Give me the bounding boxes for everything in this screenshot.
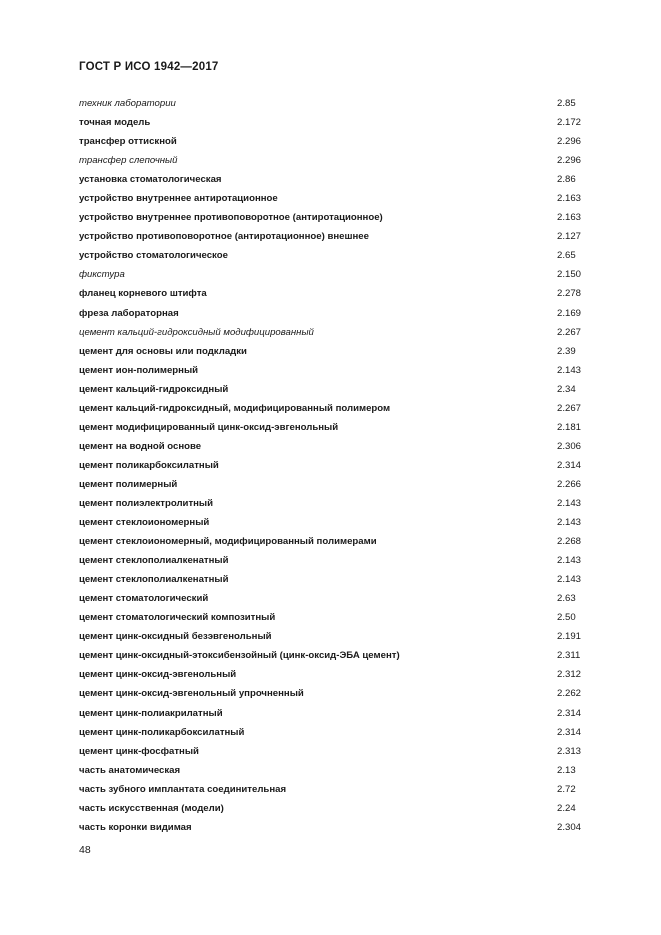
index-entry-ref: 2.311 <box>557 650 581 662</box>
index-entry-term: цемент цинк-оксид-эвгенольный упрочненный <box>79 688 304 700</box>
index-entry-ref: 2.312 <box>557 669 582 681</box>
index-entry-term: часть зубного имплантата соединительная <box>79 783 287 795</box>
index-entry-term: цемент для основы или подкладки <box>79 345 247 357</box>
index-entry-row <box>79 665 599 684</box>
index-entry-row <box>79 723 599 742</box>
index-entry-term: цемент кальций-гидроксидный <box>79 383 229 395</box>
index-entry-term: цемент цинк-оксид-эвгенольный <box>79 669 237 681</box>
index-entry-ref: 2.50 <box>557 612 576 624</box>
index-entry-ref: 2.143 <box>557 555 582 567</box>
index-entry-ref: 2.143 <box>557 517 582 529</box>
index-entry-ref: 2.143 <box>557 574 582 586</box>
index-entry-row <box>79 570 599 589</box>
index-entry-ref: 2.262 <box>557 688 582 700</box>
index-entry-ref: 2.278 <box>557 288 582 300</box>
index-entry-ref: 2.72 <box>557 783 576 795</box>
index-entry-row <box>79 418 599 437</box>
index-entry-row <box>79 532 599 551</box>
index-entry-row <box>79 684 599 703</box>
index-entry-term: фреза лабораторная <box>79 307 179 319</box>
index-entry-row <box>79 189 599 208</box>
index-entry-term: фикстура <box>79 269 125 281</box>
index-entry-ref: 2.143 <box>557 497 582 509</box>
page-header-title: ГОСТ Р ИСО 1942—2017 <box>79 61 219 73</box>
index-entry-term: цемент стеклополиалкенатный <box>79 555 229 567</box>
index-entry-term: устройство внутреннее антиротационное <box>79 193 278 205</box>
index-entry-term: цемент стеклополиалкенатный <box>79 574 229 586</box>
index-entry-term: часть анатомическая <box>79 764 181 776</box>
index-entry-row <box>79 94 599 113</box>
index-entry-row <box>79 704 599 723</box>
index-entry-term: цемент цинк-оксидный-этоксибензойный (цинк-оксид-ЭБА цемент) <box>79 650 400 662</box>
index-entry-row <box>79 742 599 761</box>
index-entry-term: цемент модифицированный цинк-оксид-эвгенольный <box>79 421 339 433</box>
index-entry-ref: 2.85 <box>557 98 576 109</box>
index-entry-row <box>79 456 599 475</box>
index-entry-term: цемент полиэлектролитный <box>79 497 214 509</box>
index-entry-row <box>79 818 599 837</box>
index-entry-ref: 2.296 <box>557 136 582 148</box>
index-entry-row <box>79 132 599 151</box>
index-entry-ref: 2.314 <box>557 459 582 471</box>
index-entry-row <box>79 265 599 284</box>
index-entry-term: фланец корневого штифта <box>79 288 207 300</box>
index-entry-term: цемент цинк-полиакрилатный <box>79 707 223 719</box>
index-entry-term: точная модель <box>79 117 151 129</box>
index-entry-ref: 2.150 <box>557 269 582 281</box>
index-entry-term: цемент кальций-гидроксидный, модифицированный полимером <box>79 402 391 414</box>
index-entry-term: цемент кальций-гидроксидный модифицированный <box>79 326 314 338</box>
index-entry-row <box>79 151 599 170</box>
index-entry-ref: 2.39 <box>557 345 576 357</box>
index-entry-term: устройство противоповоротное (антиротационное) внешнее <box>79 231 369 243</box>
index-entry-ref: 2.65 <box>557 250 576 262</box>
index-entry-term: трансфер слепочный <box>79 155 178 167</box>
index-entry-ref: 2.169 <box>557 307 582 319</box>
index-entry-term: устройство внутреннее противоповоротное (антиротационное) <box>79 212 383 224</box>
index-entry-ref: 2.267 <box>557 402 582 414</box>
index-entry-ref: 2.181 <box>557 421 582 433</box>
index-entry-row <box>79 246 599 265</box>
index-entry-term: цемент стеклоиономерный <box>79 517 210 529</box>
index-entry-ref: 2.268 <box>557 536 582 548</box>
index-entry-row <box>79 475 599 494</box>
index-entry-ref: 2.63 <box>557 593 576 605</box>
index-entry-ref: 2.314 <box>557 707 582 719</box>
index-entry-row <box>79 551 599 570</box>
index-entry-row <box>79 323 599 342</box>
index-entry-row <box>79 113 599 132</box>
index-entry-term: цемент поликарбоксилатный <box>79 459 219 471</box>
index-entry-term: цемент ион-полимерный <box>79 364 199 376</box>
index-entry-ref: 2.296 <box>557 155 582 167</box>
index-entry-term: цемент цинк-оксидный безэвгенольный <box>79 631 272 643</box>
index-entry-row <box>79 589 599 608</box>
index-entry-row <box>79 761 599 780</box>
index-entry-row <box>79 608 599 627</box>
index-entry-ref: 2.143 <box>557 364 582 376</box>
index-entry-row <box>79 494 599 513</box>
index-entry-term: часть коронки видимая <box>79 821 192 833</box>
index-entry-ref: 2.163 <box>557 193 582 205</box>
index-entry-ref: 2.304 <box>557 821 582 833</box>
index-entry-ref: 2.127 <box>557 231 582 243</box>
index-entry-term: устройство стоматологическое <box>79 250 228 262</box>
index-entry-ref: 2.267 <box>557 326 582 338</box>
index-entry-row <box>79 208 599 227</box>
index-entry-row <box>79 304 599 323</box>
index-entry-row <box>79 399 599 418</box>
index-entry-ref: 2.172 <box>557 117 582 129</box>
index-entry-ref: 2.13 <box>557 764 576 776</box>
index-entry-row <box>79 513 599 532</box>
index-entry-row <box>79 437 599 456</box>
index-entry-term: цемент цинк-поликарбоксилатный <box>79 726 245 738</box>
index-entry-term: установка стоматологическая <box>79 174 222 186</box>
index-entry-term: цемент стоматологический <box>79 593 209 605</box>
index-entry-ref: 2.191 <box>557 631 582 643</box>
index-entry-term: цемент на водной основе <box>79 440 202 452</box>
index-entry-row <box>79 284 599 303</box>
index-entry-row <box>79 380 599 399</box>
index-entry-term: техник лаборатории <box>79 98 176 109</box>
index-entry-term: часть искусственная (модели) <box>79 802 224 814</box>
page-number: 48 <box>79 844 91 856</box>
index-entry-ref: 2.86 <box>557 174 576 186</box>
index-entry-row <box>79 646 599 665</box>
index-entry-ref: 2.306 <box>557 440 582 452</box>
index-entry-row <box>79 361 599 380</box>
index-entry-ref: 2.34 <box>557 383 576 395</box>
index-entry-term: цемент цинк-фосфатный <box>79 745 199 757</box>
index-entry-row <box>79 799 599 818</box>
index-entry-ref: 2.266 <box>557 478 582 490</box>
index-entry-row <box>79 342 599 361</box>
index-entry-term: цемент полимерный <box>79 478 178 490</box>
index-entry-ref: 2.24 <box>557 802 576 814</box>
term-index-list <box>79 94 599 837</box>
index-entry-row <box>79 170 599 189</box>
index-entry-ref: 2.313 <box>557 745 582 757</box>
index-entry-row <box>79 627 599 646</box>
index-entry-ref: 2.163 <box>557 212 582 224</box>
index-entry-ref: 2.314 <box>557 726 582 738</box>
index-entry-term: цемент стоматологический композитный <box>79 612 276 624</box>
index-entry-row <box>79 227 599 246</box>
index-entry-term: трансфер оттискной <box>79 136 177 148</box>
index-entry-term: цемент стеклоиономерный, модифицированный полимерами <box>79 536 377 548</box>
index-entry-row <box>79 780 599 799</box>
